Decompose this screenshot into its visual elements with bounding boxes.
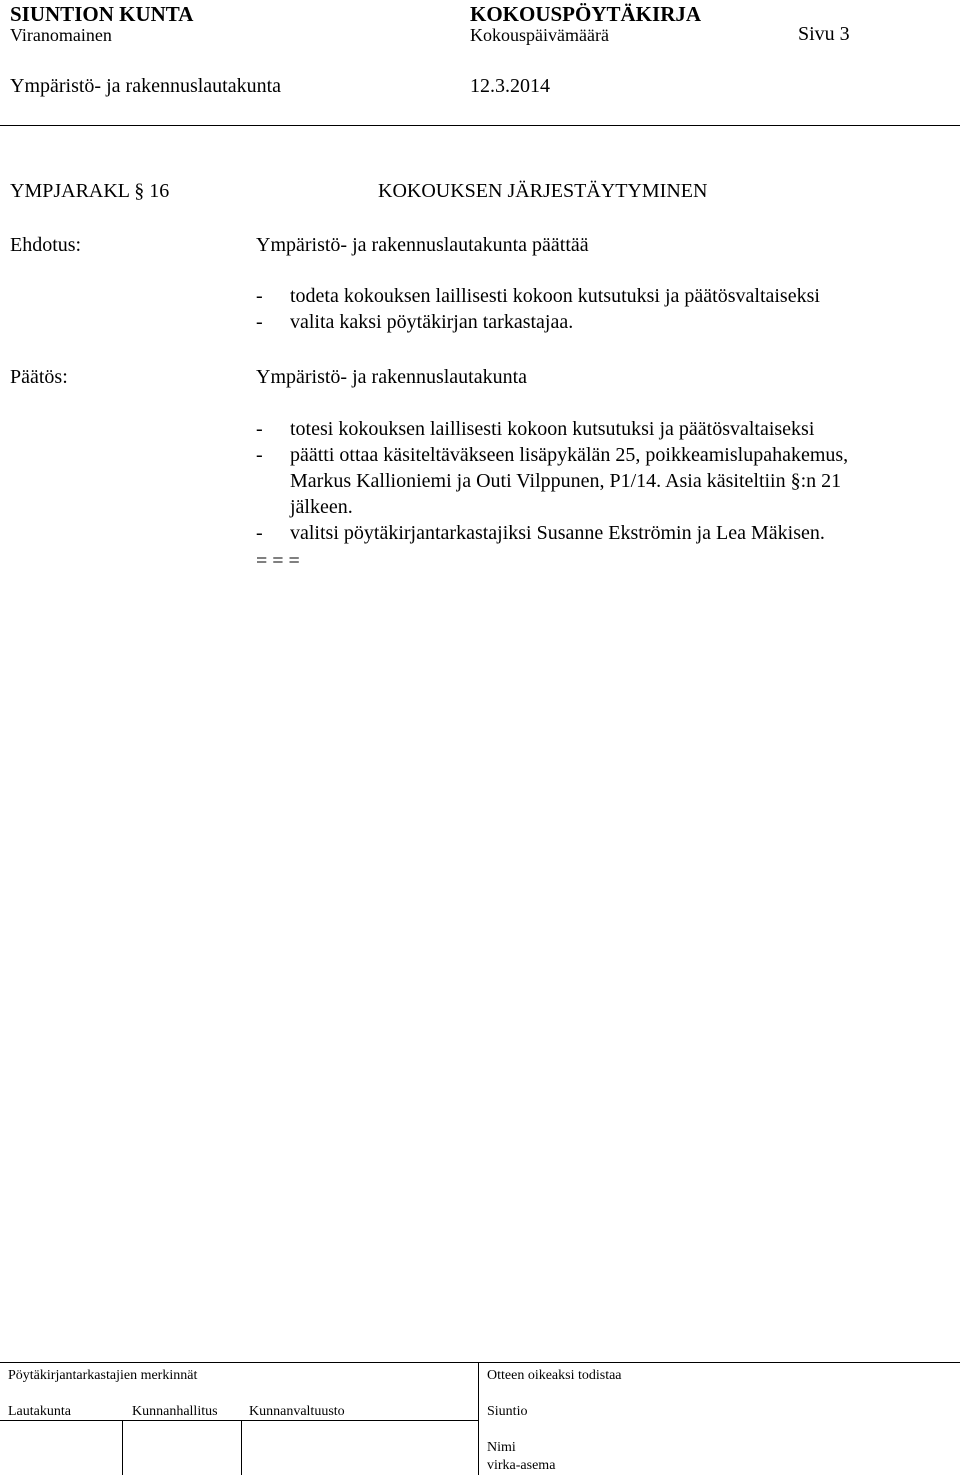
proposal-label: Ehdotus: (10, 234, 82, 256)
decision-bullet-dash: - (256, 444, 263, 466)
decision-bullet-continuation: jälkeen. (290, 496, 353, 518)
decision-bullet-dash: - (256, 418, 263, 440)
proposal-bullet: todeta kokouksen laillisesti kokoon kutsutuksi ja päätösvaltaiseksi (290, 285, 820, 307)
proposal-intro: Ympäristö- ja rakennuslautakunta päättää (256, 234, 589, 256)
position-label: virka-asema (487, 1458, 556, 1473)
meeting-date: 12.3.2014 (470, 75, 550, 97)
decision-bullet-dash: - (256, 522, 263, 544)
end-mark: = = = (256, 550, 300, 572)
authority-label: Viranomainen (10, 25, 112, 45)
document-type: KOKOUSPÖYTÄKIRJA (470, 2, 702, 26)
footer-cell-divider (122, 1420, 123, 1475)
decision-label: Päätös: (10, 366, 68, 388)
org-name: SIUNTION KUNTA (10, 2, 194, 26)
proposal-bullet-dash: - (256, 285, 263, 307)
page-number: Sivu 3 (798, 23, 850, 45)
footer-inner-border (0, 1420, 478, 1421)
decision-bullet: totesi kokouksen laillisesti kokoon kutsutuksi ja päätösvaltaiseksi (290, 418, 815, 440)
footer-col-board: Lautakunta (8, 1404, 71, 1419)
place: Siuntio (487, 1404, 528, 1419)
footer-cell-divider (241, 1420, 242, 1475)
certify-label: Otteen oikeaksi todistaa (487, 1368, 622, 1383)
footer-top-border (0, 1362, 960, 1363)
footer-col-council: Kunnanvaltuusto (249, 1404, 345, 1419)
examiners-label: Pöytäkirjantarkastajien merkinnät (8, 1368, 198, 1383)
footer-col-municipal-board: Kunnanhallitus (132, 1404, 218, 1419)
decision-bullet: päätti ottaa käsiteltäväkseen lisäpykälän 25, poikkeamislupahakemus, (290, 444, 849, 466)
authority-name: Ympäristö- ja rakennuslautakunta (10, 75, 282, 97)
decision-bullet-continuation: Markus Kallioniemi ja Outi Vilppunen, P1/14. Asia käsiteltiin §:n 21 (290, 470, 842, 492)
name-label: Nimi (487, 1440, 516, 1455)
decision-bullet: valitsi pöytäkirjantarkastajiksi Susanne Ekströmin ja Lea Mäkisen. (290, 522, 825, 544)
item-code: YMPJARAKL § 16 (10, 180, 170, 202)
proposal-bullet-dash: - (256, 311, 263, 333)
header-divider (0, 125, 960, 126)
item-title: KOKOUKSEN JÄRJESTÄYTYMINEN (378, 180, 708, 202)
meeting-date-label: Kokouspäivämäärä (470, 25, 609, 45)
footer-divider (478, 1362, 479, 1475)
proposal-bullet: valita kaksi pöytäkirjan tarkastajaa. (290, 311, 574, 333)
decision-intro: Ympäristö- ja rakennuslautakunta (256, 366, 528, 388)
